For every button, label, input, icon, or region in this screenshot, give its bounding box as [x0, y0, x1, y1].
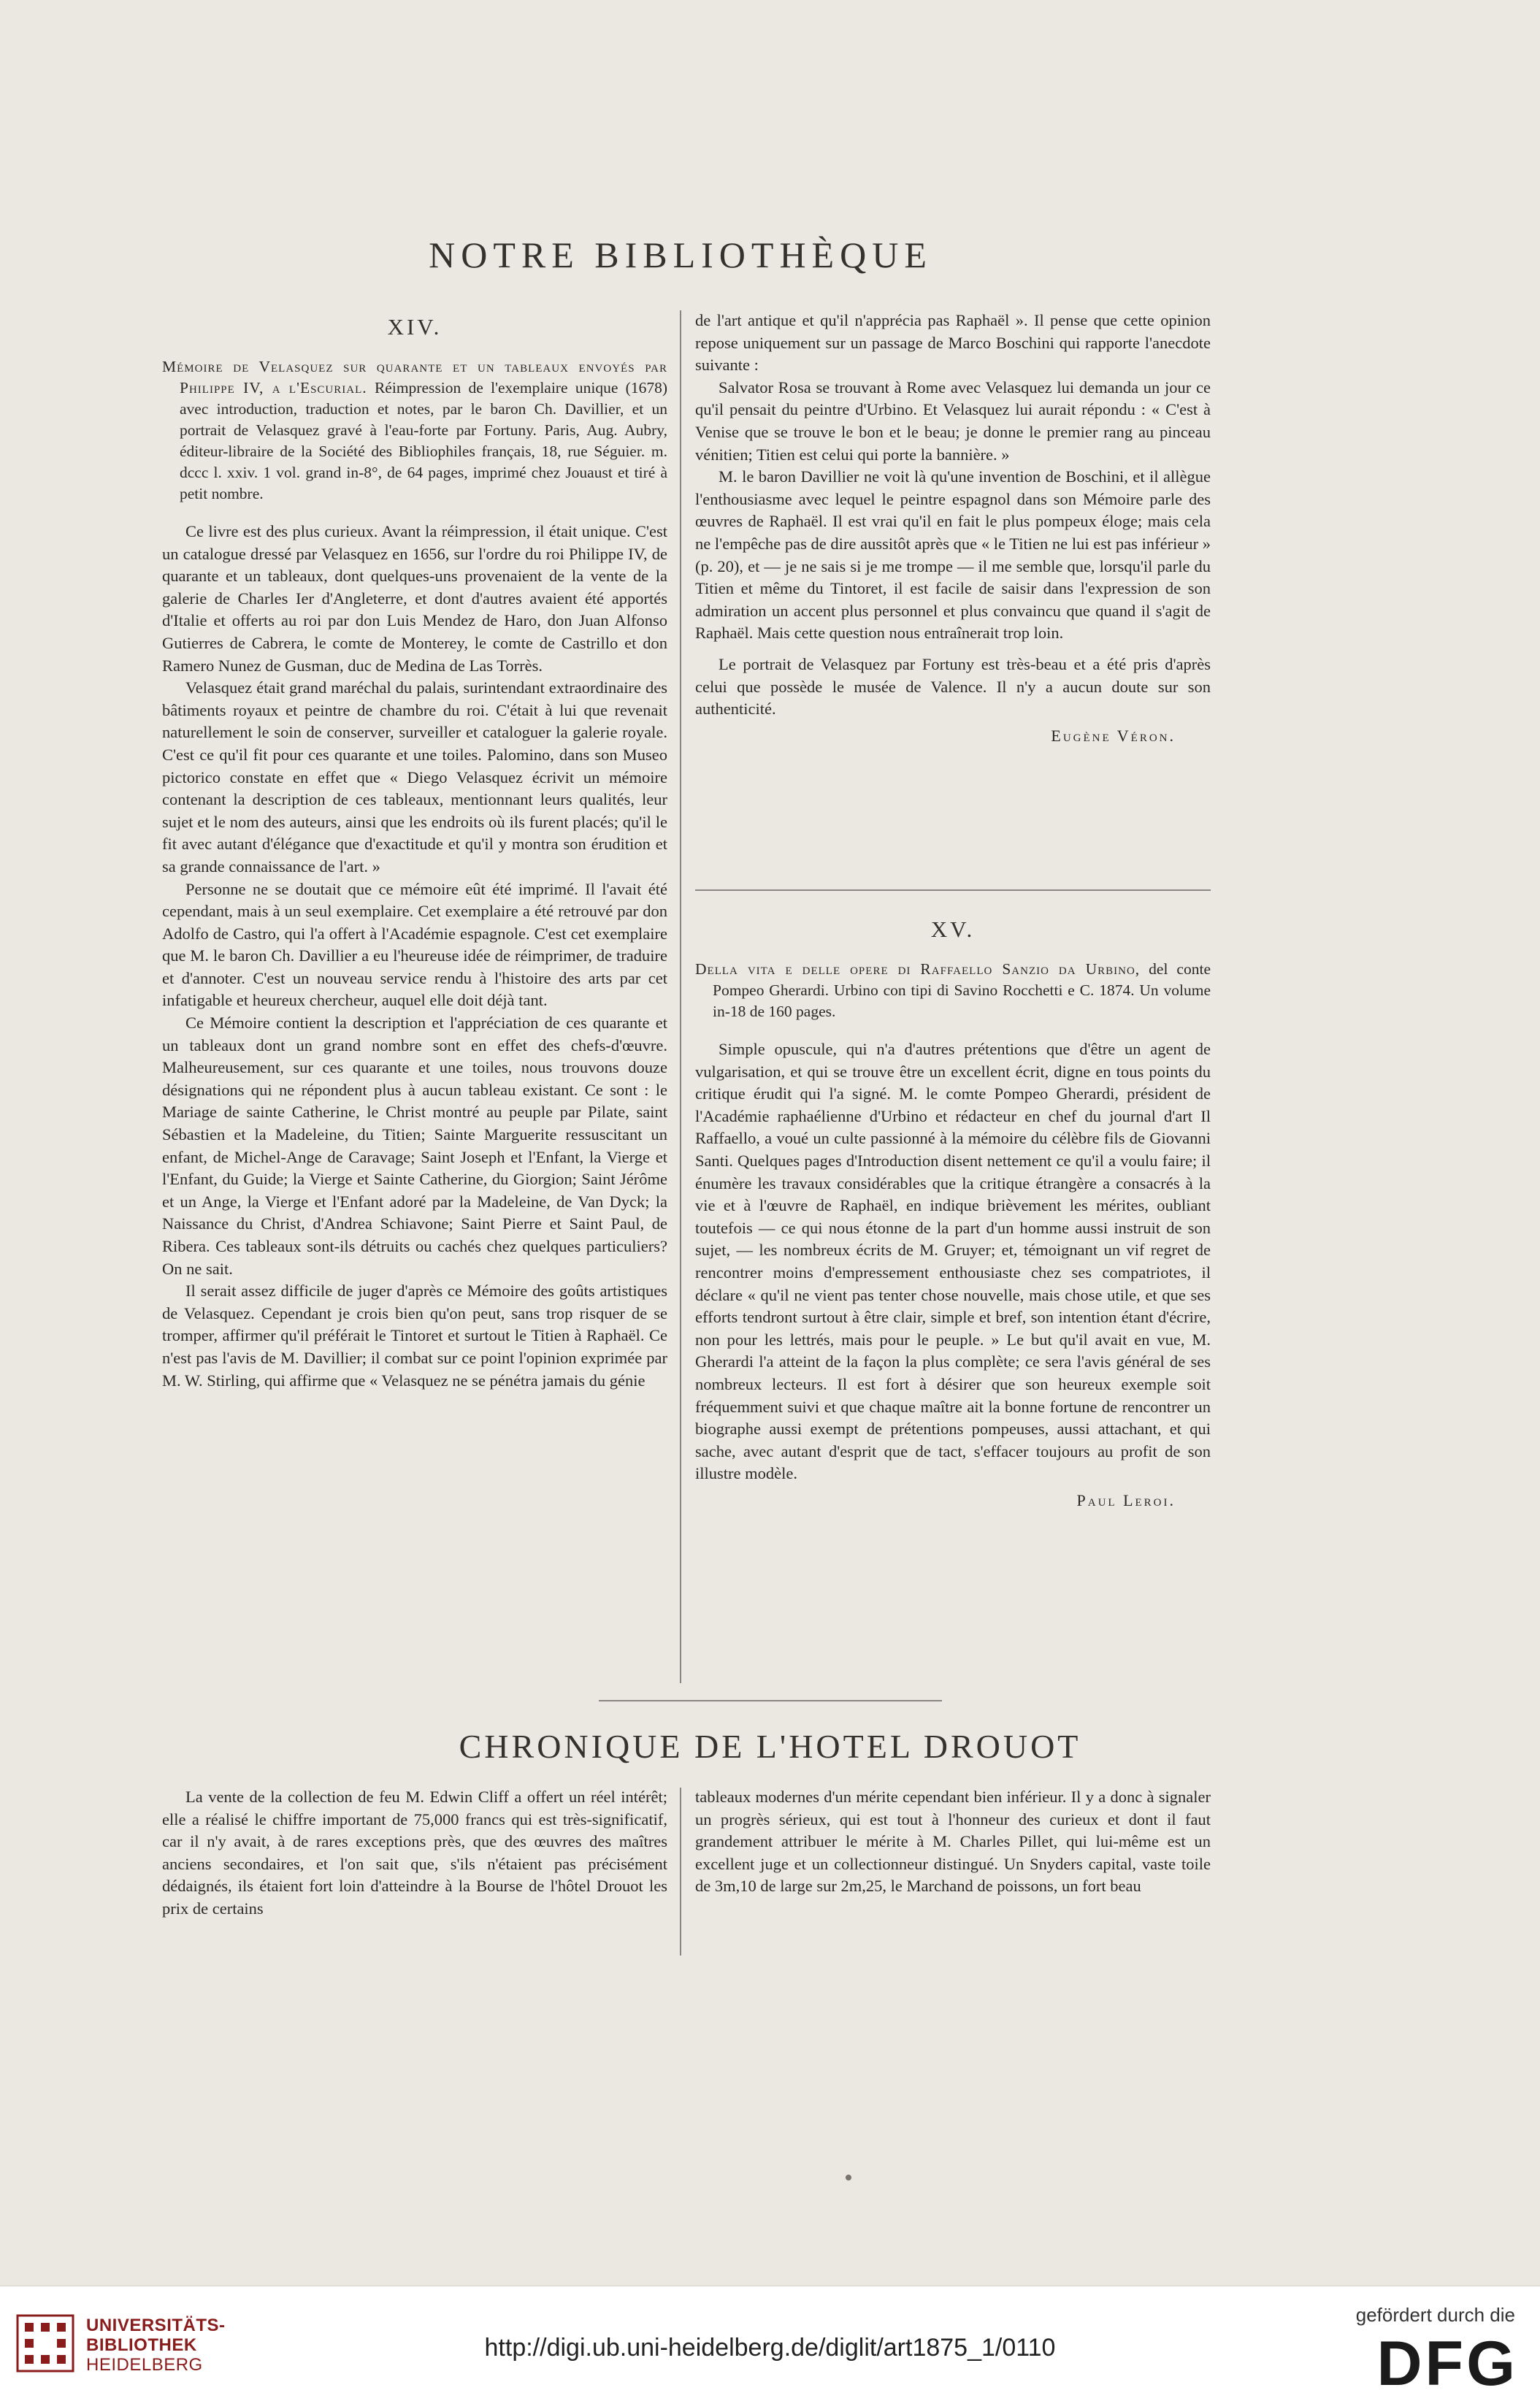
- section-separator: [695, 889, 1211, 891]
- section-xiv: [162, 314, 667, 1392]
- entry-lead: Mémoire de Velasquez sur quarante et un tableaux envoyés par Philippe IV, a l'Escurial.: [162, 358, 667, 397]
- paragraph: Salvator Rosa se trouvant à Rome avec Velasquez lui demanda un jour ce qu'il pensait du peintre d'Urbino. Et Velasquez lui aurait répondu : « C'est à Venise que se trouve le bon et le beau; je donne le premier rang au pinceau vénitien; Titien est celui qui porte la bannière. »: [695, 378, 1211, 464]
- dfg-logo: DFG: [1376, 2329, 1518, 2399]
- bibliographic-entry: [162, 356, 667, 505]
- library-name-line: HEIDELBERG: [86, 2355, 203, 2375]
- section-xiv-continued: [695, 310, 1211, 746]
- library-name-line: BIBLIOTHEK: [86, 2335, 197, 2355]
- column-rule: [680, 1788, 681, 1956]
- page-mark: [846, 2175, 851, 2180]
- paragraph: Ce Mémoire contient la description et l'appréciation de ces quarante et un tableaux dont un grand nombre sont en effet des chefs-d'œuvre. Malheureusement, sur ces quarante et une toiles, nous trouvons douze désignations qui ne répondent plus à aucun tableau existant. Ce sont : le Mariage de sainte Catherine, le Christ montré au peuple par Pilate, saint Sébastien et la Madeleine, du Titien; Sainte Marguerite ressuscitant un enfant, de Michel-Ange de Caravage; Saint Joseph et l'Enfant, la Vierge et l'Enfant, du Guide; la Vierge et Sainte Catherine, du Giorgion; Saint Jérôme et un Ange, la Vierge et l'Enfant adoré par la Madeleine, de Van Dyck; la Naissance du Christ, d'Andrea Schiavone; Saint Pierre et Saint Paul, de Ribera. Ces tableaux sont-ils détruits ou cachés chez quelques particuliers? On ne sait.: [162, 1014, 667, 1278]
- paragraph: Il serait assez difficile de juger d'après ce Mémoire des goûts artistiques de Velasquez. Cependant je crois bien qu'on peut, sans trop risquer de se tromper, affirmer qu'il préférait le Tintoret et surtout le Titien à Raphaël. Ce n'est pas l'avis de M. Davillier; il combat sur ce point l'opinion exprimée par M. W. Stirling, qui affirme que « Velasquez ne se pénétra jamais du génie: [162, 1282, 667, 1390]
- paragraph: M. le baron Davillier ne voit là qu'une invention de Boschini, et il allègue l'enthousiasme avec lequel le peintre espagnol dans son Mémoire parle des œuvres de Raphaël. Il est vrai qu'il en fait le plus pompeux éloge; mais cela ne l'empêche pas de dire aussitôt après que « le Titien ne lui est pas inférieur » (p. 20), et — je ne sais si je me trompe — il me semble que, lorsqu'il parle du Titien et même du Tintoret, il est facile de saisir dans l'expression de son admiration un accent plus personnel et plus convaincu que quand il s'agit de Raphaël. Mais cette question nous entraînerait trop loin.: [695, 467, 1211, 643]
- funding-note: gefördert durch die: [1355, 2304, 1515, 2326]
- section-xv: [695, 916, 1211, 1510]
- paragraph: de l'art antique et qu'il n'apprécia pas Raphaël ». Il pense que cette opinion repose uniquement sur un passage de Marco Boschini qui rapporte l'anecdote suivante :: [695, 311, 1211, 375]
- bibliographic-entry: [695, 959, 1211, 1022]
- section-separator: [599, 1700, 942, 1701]
- section-number: XIV.: [387, 314, 443, 340]
- source-url-link[interactable]: http://digi.ub.uni-heidelberg.de/diglit/art1875_1/0110: [484, 2334, 1056, 2362]
- signature: Paul Leroi.: [1076, 1490, 1176, 1509]
- paragraph: Simple opuscule, qui n'a d'autres prétentions que d'être un agent de vulgarisation, et qui se trouve être un excellent écrit, digne en tous points du critique érudit qui l'a signé. M. le comte Pompeo Gherardi, président de l'Académie raphaélienne d'Urbino et rédacteur en chef du journal d'art Il Raffaello, a voué un culte passionné à la mémoire du célèbre fils de Giovanni Santi. Quelques pages d'Introduction disent nettement ce qu'il a voulu faire; il énumère les travaux considérables que la critique étrangère a consacrés à la vie et à l'œuvre de Raphaël, en indique brièvement les mérites, oubliant toutefois — ce qui nous étonne de la part d'un homme aussi instruit de son sujet, — les nombreux écrits de M. Gruyer; et, témoignant un vif regret de rencontrer moins d'empressement enthousiaste chez ses compatriotes, il déclare « qu'il ne vient pas tenter chose nouvelle, mais chose utile, et que ses efforts tendront surtout à être clair, simple et bref, son intention étant d'écrire, non pour les lettrés, mais pour le peuple. » Le but qu'il avait en vue, M. Gherardi l'a atteint de la façon la plus complète; ce sera l'avis général de ses nombreux lecteurs. Il est fort à désirer que son heureux exemple soit fréquemment suivi et que chaque maître ait la bonne fortune de rencontrer un biographe aussi exempt de prétentions pompeuses, aussi attachant, et qui sache, avec autant d'esprit que de tact, s'effacer toujours au profit de son illustre modèle.: [695, 1040, 1211, 1483]
- paragraph: Le portrait de Velasquez par Fortuny est très-beau et a été pris d'après celui que possède le musée de Valence. Il n'y a aucun doute sur son authenticité.: [695, 654, 1211, 719]
- paragraph: tableaux modernes d'un mérite cependant bien inférieur. Il y a donc à signaler un progrès sérieux, qui est tout à l'honneur des curieux et dont il faut grandement attribuer le mérite à M. Charles Pillet, qui lui-même est un excellent juge et un collectionneur distingué. Un Snyders capital, vaste toile de 3m,10 de large sur 2m,25, le Marchand de poissons, un fort beau: [695, 1788, 1211, 1896]
- signature: Eugène Véron.: [1051, 726, 1176, 745]
- chronique-left: [162, 1786, 667, 1921]
- paragraph: Velasquez était grand maréchal du palais, surintendant extraordinaire des bâtiments royaux et peintre de chambre du roi. C'était à lui que revenait naturellement le soin de conserver, surveiller et cataloguer la galerie royale. C'est ce qu'il fit pour ces quarante et une toiles. Palomino, dans son Museo pictorico constate en effet que « Diego Velasquez écrivit un mémoire contenant la description de ces tableaux, mentionnant leurs qualités, leur sujet et le nom des auteurs, ainsi que les endroits où ils furent placés; qu'il le fit avec autant d'élégance que d'exactitude et qu'il y montra son érudition et sa grande connaissance de l'art. »: [162, 678, 667, 876]
- paragraph: Personne ne se doutait que ce mémoire eût été imprimé. Il l'avait été cependant, mais à un seul exemplaire. Cet exemplaire a été retrouvé par don Adolfo de Castro, qui l'a offert à l'Académie espagnole. C'est cet exemplaire que M. le baron Ch. Davillier a eu l'heureuse idée de réimprimer, de traduire et d'annoter. C'est un nouveau service rendu à l'histoire des arts par cet infatigable et heureux chercheur, auquel elle doit déjà tant.: [162, 879, 667, 1010]
- section-number: XV.: [930, 916, 976, 942]
- entry-details: Réimpression de l'exemplaire unique (1678) avec introduction, traduction et notes, par le baron Ch. Davillier, et un portrait de Velasquez gravé à l'eau-forte par Fortuny. Paris, Aug. Aubry, éditeur-libraire de la Société des Bibliophiles français, 18, rue Séguier. m. dccc l. xxiv. 1 vol. grand in-8°, de 64 pages, imprimé chez Jouaust et tiré à petit nombre.: [180, 379, 668, 502]
- entry-details: del conte Pompeo Gherardi. Urbino con tipi di Savino Rocchetti e C. 1874. Un volume in-18 de 160 pages.: [713, 960, 1211, 1020]
- paragraph: La vente de la collection de feu M. Edwin Cliff a offert un réel intérêt; elle a réalisé le chiffre important de 75,000 francs qui est très-significatif, car il n'y avait, à de rares exceptions près, que des œuvres des maîtres anciens secondaires, et l'on sait que, s'ils n'étaient pas précisément dédaignés, ils étaient fort loin d'atteindre à la Bourse de l'hôtel Drouot les prix de certains: [162, 1788, 667, 1918]
- paragraph: Ce livre est des plus curieux. Avant la réimpression, il était unique. C'est un catalogue dressé par Velasquez en 1656, sur l'ordre du roi Philippe IV, de quarante et un tableaux, dont quelques-uns provenaient de la vente de la galerie de Charles Ier d'Angleterre, et dont d'autres avaient été apportés d'Italie et offerts au roi par don Luis Mendez de Haro, don Juan Alfonso Gutierres de Cabrera, le comte de Monterey, le comte de Castrillo et don Ramero Nunez de Gusman, duc de Medina de Las Torrès.: [162, 522, 667, 675]
- page-title: NOTRE BIBLIOTHÈQUE: [429, 234, 932, 275]
- footer: [0, 2286, 1540, 2401]
- chronique-title: CHRONIQUE DE L'HOTEL DROUOT: [459, 1728, 1081, 1765]
- entry-lead: Della vita e delle opere di Raffaello Sanzio da Urbino,: [695, 960, 1141, 978]
- chronique-right: [695, 1786, 1211, 1898]
- library-name-line: UNIVERSITÄTS-: [86, 2316, 226, 2335]
- column-rule: [680, 310, 681, 1683]
